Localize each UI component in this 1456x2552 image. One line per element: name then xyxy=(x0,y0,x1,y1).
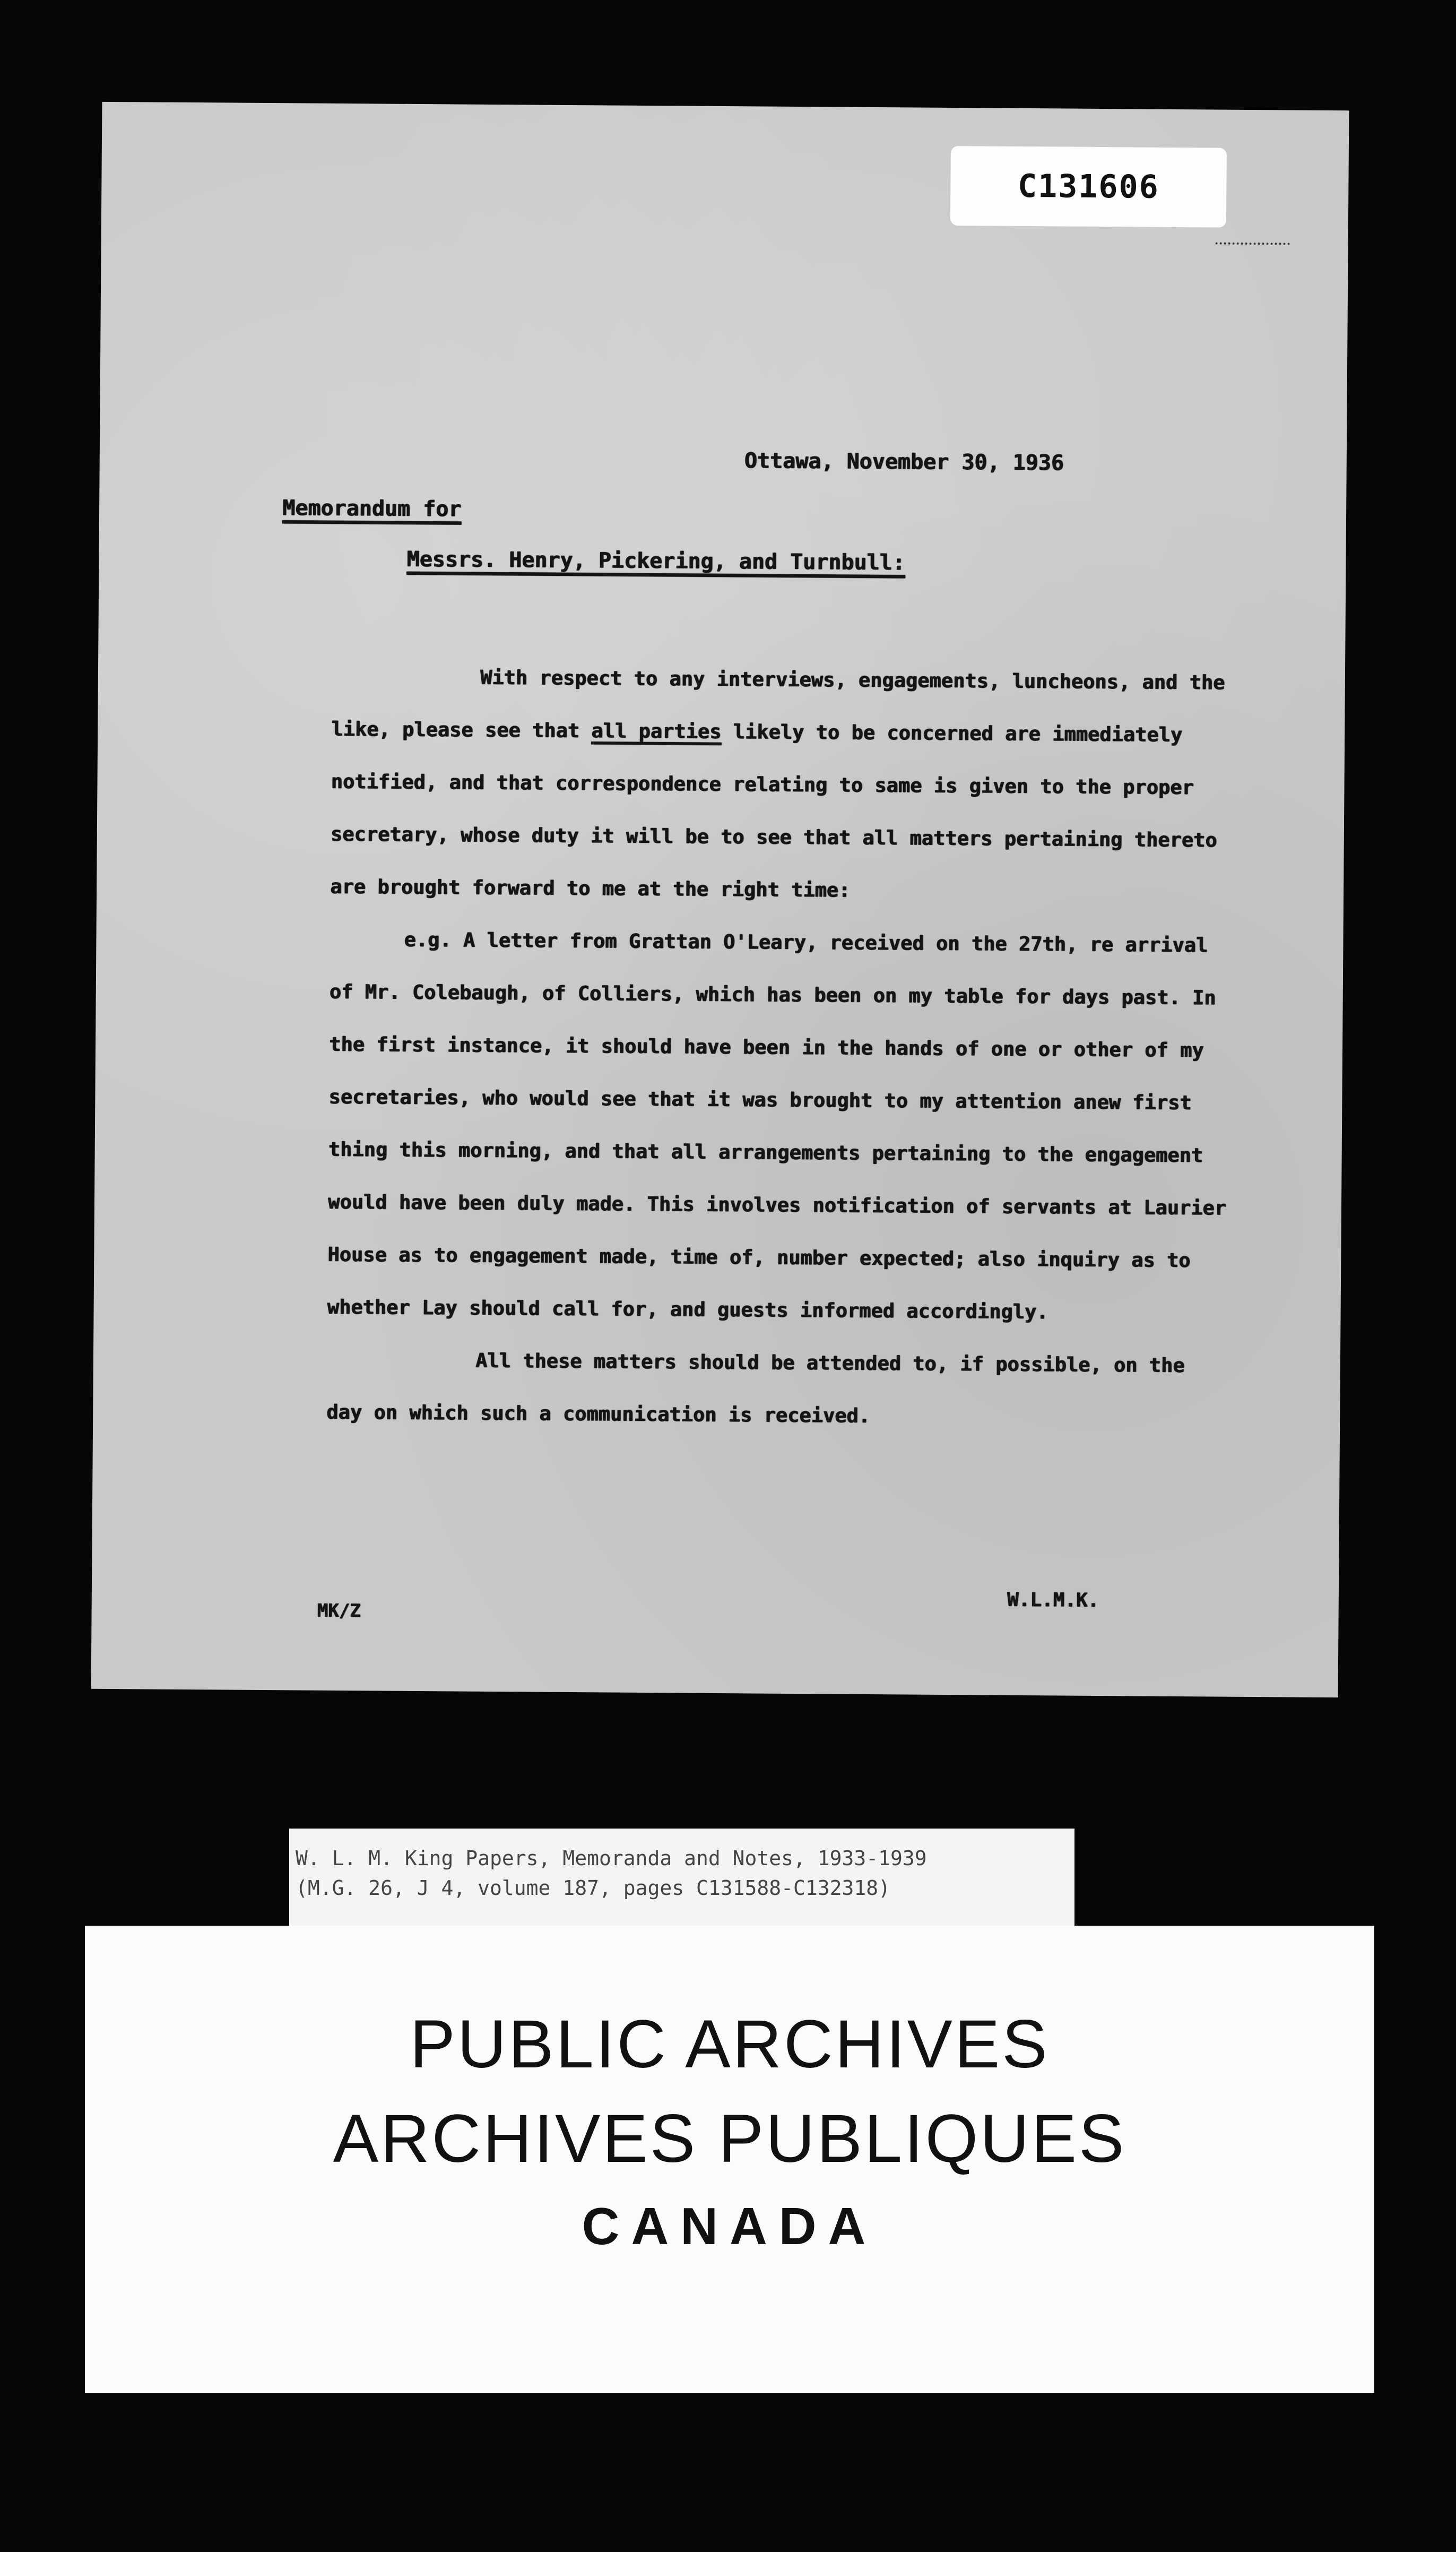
memo-sheet xyxy=(91,102,1349,1697)
paragraph-1-start: With respect to any interviews, engagements, luncheons, and the like, please see that xyxy=(331,666,1237,743)
memo-paragraph-1 xyxy=(330,650,1237,919)
author-initials: W.L.M.K. xyxy=(1007,1589,1099,1612)
archives-english-title: PUBLIC ARCHIVES xyxy=(410,2006,1050,2082)
memo-paragraph-2: e.g. A letter from Grattan O'Leary, received on the 27th, re arrival of Mr. Colebaugh, of Colliers, which has been on my table for days past. In the first instance, it should have been in the hands of one or other of my secretaries, who would see that it was brought to my attention anew first thing this morning, and that all arrangements pertaining to the engagement would have been duly made. This involves notification of servants at Laurier House as to engagement made, time of, number expected; also inquiry as to whether Lay should call for, and guests informed accordingly. xyxy=(327,928,1238,1324)
archive-caption-slip xyxy=(289,1829,1074,1935)
memo-heading: Memorandum for xyxy=(282,496,462,522)
archives-french-title: ARCHIVES PUBLIQUES xyxy=(333,2101,1126,2177)
date-line: Ottawa, November 30, 1936 xyxy=(744,449,1064,476)
paragraph-1-emphasis: all parties xyxy=(591,719,722,744)
memo-body xyxy=(326,650,1238,1445)
caption-line-1: W. L. M. King Papers, Memoranda and Notes, 1933-1939 xyxy=(296,1847,927,1870)
memo-paragraph-3: All these matters should be attended to, if possible, on the day on which such a communication is received. xyxy=(326,1349,1197,1427)
stray-pen-mark xyxy=(1216,242,1290,249)
archives-card xyxy=(85,1926,1374,2393)
reference-number-label: C131606 xyxy=(950,146,1227,228)
typist-initials: MK/Z xyxy=(317,1600,361,1622)
paragraph-1-end: likely to be concerned are immediately notified, and that correspondence relating to same is given to the proper secretary, whose duty it will be to see that all matters pertaining thereto are brought forward to me at the right time: xyxy=(330,720,1229,902)
archives-country: CANADA xyxy=(582,2197,878,2255)
memo-recipients: Messrs. Henry, Pickering, and Turnbull: xyxy=(406,547,905,575)
caption-line-2: (M.G. 26, J 4, volume 187, pages C131588-C132318) xyxy=(296,1876,891,1900)
